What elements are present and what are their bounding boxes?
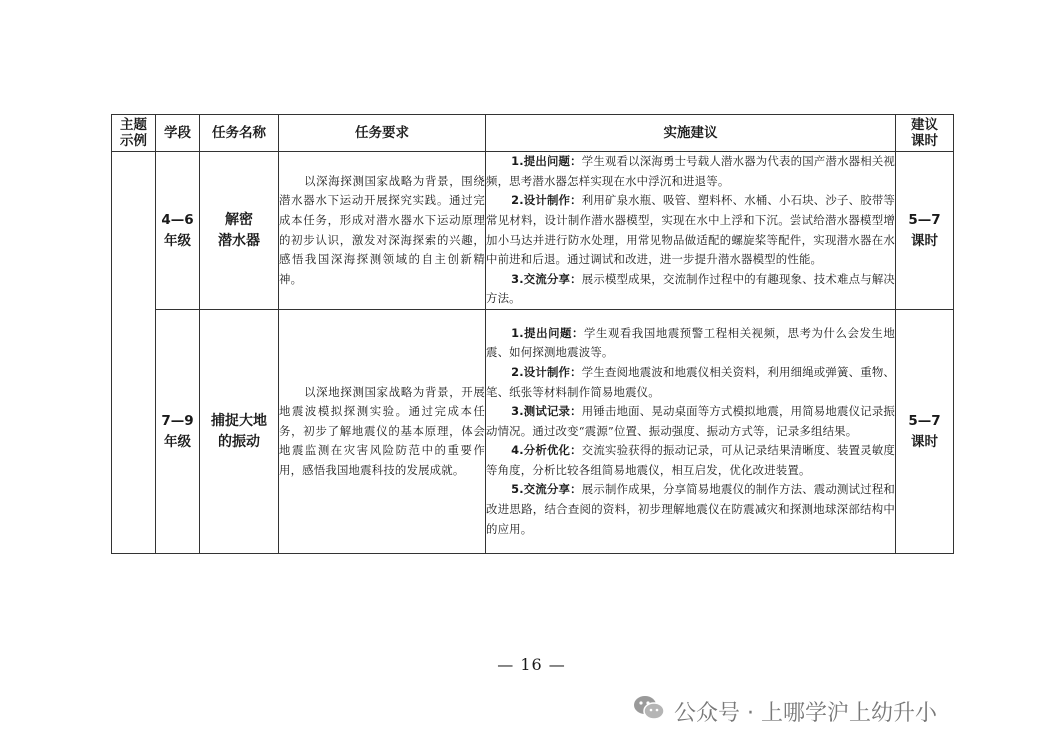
table-row: [112, 152, 954, 310]
task-name-line: 捕捉大地: [211, 412, 267, 429]
requirement-text: 以深海探测国家战略为背景，围绕潜水器水下运动开展探究实践。通过完成本任务，形成对潜水器水下运动原理的初步认识，激发对深海探索的兴趣，感悟我国深海探测领域的自主创新精神。: [279, 173, 485, 286]
task-name-line: 的振动: [218, 433, 260, 450]
step-item: [486, 324, 895, 363]
step-label: 1.提出问题：: [511, 325, 584, 340]
header-theme-line1: 主题: [120, 117, 147, 133]
stage-line: 年级: [164, 232, 191, 249]
theme-cell: [112, 152, 156, 554]
step-text: 展示制作成果，分享简易地震仪的制作方法、震动测试过程和改进思路，结合查阅的资料，初步理解地震仪在防震减灾和探测地球深部结构中的应用。: [486, 482, 896, 536]
stage-cell: [156, 152, 200, 310]
step-label: 5.交流分享：: [511, 482, 582, 497]
header-suggestion: 实施建议: [486, 115, 896, 152]
hours-line: 课时: [911, 433, 938, 450]
task-name-cell: [200, 310, 279, 554]
stage-line: 7—9: [161, 412, 194, 429]
header-task-name: 任务名称: [200, 115, 279, 152]
step-text: 用锤击地面、晃动桌面等方式模拟地震，用简易地震仪记录振动情况。通过改变“震源”位置、振动强度、振动方式等，记录多组结果。: [486, 404, 896, 438]
header-stage: 学段: [156, 115, 200, 152]
step-item: [486, 152, 895, 191]
suggestion-cell: [486, 152, 896, 310]
requirement-cell: [279, 310, 486, 554]
header-hours-line2: 课时: [911, 133, 938, 149]
step-text: 交流实验获得的振动记录，可从记录结果清晰度、装置灵敏度等角度，分析比较各组简易地震仪，相互启发，优化改进装置。: [486, 443, 896, 477]
task-name-line: 解密: [225, 211, 253, 228]
curriculum-table: [111, 114, 954, 554]
header-theme: [112, 115, 156, 152]
step-item: [486, 402, 895, 441]
header-hours-line1: 建议: [911, 117, 938, 133]
header-hours: [896, 115, 954, 152]
requirement-cell: [279, 152, 486, 310]
header-task-requirement: 任务要求: [279, 115, 486, 152]
requirement-text: 以深地探测国家战略为背景，开展地震波模拟探测实验。通过完成本任务，初步了解地震仪的基本原理，体会地震监测在灾害风险防范中的重要作用，感悟我国地震科技的发展成就。: [279, 384, 485, 477]
step-label: 4.分析优化：: [511, 443, 582, 458]
step-text: 学生查阅地震波和地震仪相关资料，利用细绳或弹簧、重物、笔、纸张等材料制作简易地震仪。: [486, 364, 896, 399]
stage-cell: [156, 310, 200, 554]
step-item: [486, 270, 895, 309]
task-name-cell: [200, 152, 279, 310]
step-item: [486, 363, 895, 402]
stage-line: 年级: [164, 433, 191, 450]
step-text: 学生观看我国地震预警工程相关视频，思考为什么会发生地震、如何探测地震波等。: [486, 325, 895, 360]
step-text: 利用矿泉水瓶、吸管、塑料杯、水桶、小石块、沙子、胶带等常见材料，设计制作潜水器模型，实现在水中上浮和下沉。尝试给潜水器模型增加小马达并进行防水处理，用常见物品做适配的螺旋桨等配件，实现潜水器在水中前进和后退。通过调试和改进，进一步提升潜水器模型的性能。: [486, 193, 896, 267]
wechat-icon: [632, 693, 674, 729]
header-row: [112, 115, 954, 152]
task-name-line: 潜水器: [218, 232, 260, 249]
hours-line: 5—7: [908, 211, 941, 228]
step-label: 1.提出问题：: [511, 154, 582, 169]
step-label: 3.测试记录：: [511, 404, 582, 419]
step-text: 学生观看以深海勇士号载人潜水器为代表的国产潜水器相关视频，思考潜水器怎样实现在水中浮沉和进退等。: [486, 154, 896, 188]
watermark: [632, 694, 937, 728]
hours-cell: [896, 152, 954, 310]
hours-line: 课时: [911, 232, 938, 249]
hours-cell: [896, 310, 954, 554]
header-theme-line2: 示例: [120, 133, 147, 149]
step-label: 3.交流分享：: [511, 271, 582, 286]
step-item: [486, 191, 895, 269]
watermark-text: 公众号 · 上哪学沪上幼升小: [674, 700, 937, 726]
suggestion-cell: [486, 310, 896, 554]
step-item: [486, 480, 895, 539]
step-label: 2.设计制作：: [511, 193, 582, 208]
hours-line: 5—7: [908, 412, 941, 429]
step-text: 展示模型成果，交流制作过程中的有趣现象、技术难点与解决方法。: [486, 271, 896, 306]
step-item: [486, 441, 895, 480]
stage-line: 4—6: [161, 211, 194, 228]
step-label: 2.设计制作：: [511, 364, 582, 379]
page-number: — 16 —: [497, 655, 566, 674]
table-row: [112, 310, 954, 554]
